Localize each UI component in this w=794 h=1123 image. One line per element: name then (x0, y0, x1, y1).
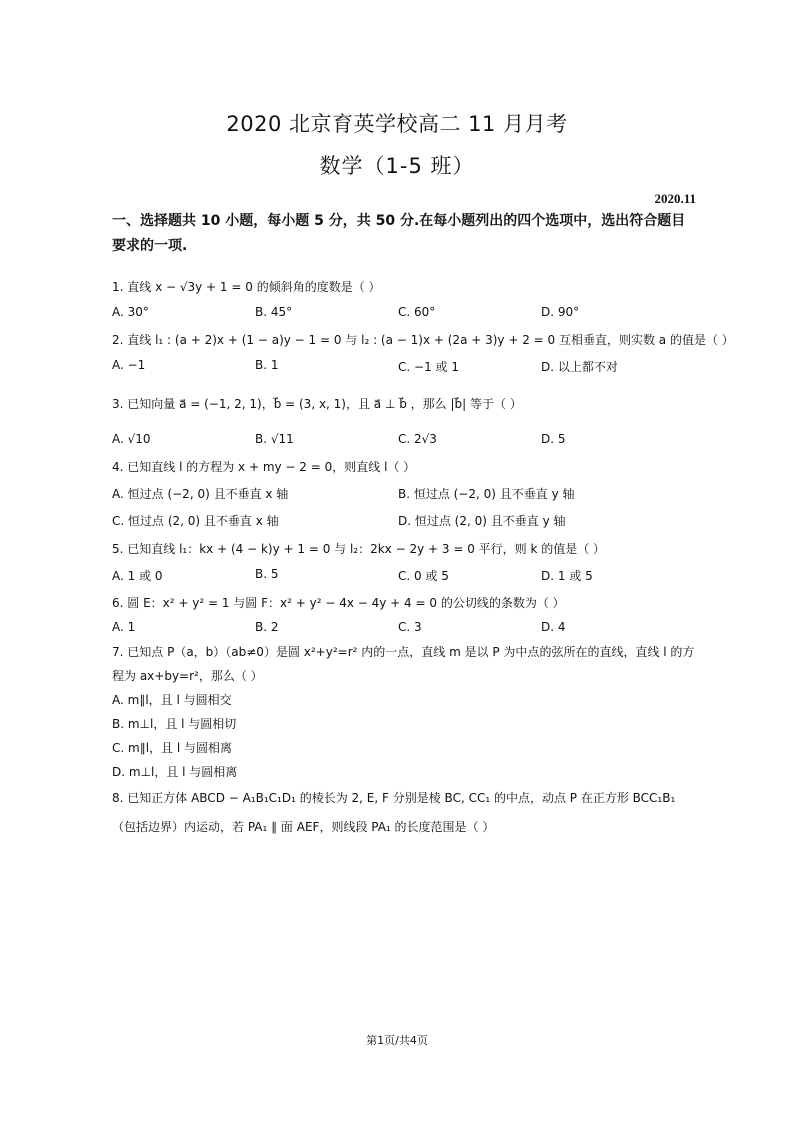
question-3-stem: 3. 已知向量 a⃗ = (−1, 2, 1)，b⃗ = (3, x, 1)，且 a⃗ ⊥ b⃗ ，那么 |b⃗| 等于（ ） (112, 397, 522, 411)
question-3-option-d: D. 5 (541, 432, 566, 446)
question-7-stem-line-1: 7. 已知点 P（a，b）（ab≠0）是圆 x²+y²=r² 内的一点，直线 m 是以 P 为中点的弦所在的直线，直线 l 的方 (112, 645, 695, 659)
question-6-option-d: D. 4 (541, 620, 566, 634)
question-6-stem: 6. 圆 E：x² + y² = 1 与圆 F：x² + y² − 4x − 4y + 4 = 0 的公切线的条数为（ ） (112, 596, 565, 610)
page-number: 第1页/共4页 (366, 1034, 428, 1047)
question-7-option-a: A. m∥l，且 l 与圆相交 (112, 693, 232, 707)
question-6-option-b: B. 2 (255, 620, 279, 634)
exam-date: 2020.11 (654, 191, 696, 206)
question-3-option-b: B. √11 (255, 432, 294, 446)
question-7-stem-line-2: 程为 ax+by=r²，那么（ ） (112, 669, 263, 683)
question-2-option-a: A. −1 (112, 358, 146, 372)
question-1-option-d: D. 90° (541, 305, 580, 319)
question-2-option-d: D. 以上都不对 (541, 360, 618, 374)
question-6-option-c: C. 3 (398, 620, 422, 634)
question-7-option-d: D. m⊥l，且 l 与圆相离 (112, 765, 238, 779)
question-8-stem-line-2: （包括边界）内运动，若 PA₁ ∥ 面 AEF，则线段 PA₁ 的长度范围是（ ） (112, 820, 495, 834)
question-5-option-c: C. 0 或 5 (398, 569, 449, 583)
question-4-option-c: C. 恒过点 (2, 0) 且不垂直 x 轴 (112, 514, 279, 528)
question-1-option-c: C. 60° (398, 305, 436, 319)
question-2-stem: 2. 直线 l₁ : (a + 2)x + (1 − a)y − 1 = 0 与 l₂ : (a − 1)x + (2a + 3)y + 2 = 0 互相垂直，则实数 a 的值是（ ） (112, 333, 734, 347)
question-2-option-c: C. −1 或 1 (398, 360, 459, 374)
question-4-option-a: A. 恒过点 (−2, 0) 且不垂直 x 轴 (112, 487, 289, 501)
question-3-option-a: A. √10 (112, 432, 151, 446)
question-4-option-b: B. 恒过点 (−2, 0) 且不垂直 y 轴 (398, 487, 575, 501)
question-7-option-b: B. m⊥l，且 l 与圆相切 (112, 717, 237, 731)
question-1-option-b: B. 45° (255, 305, 293, 319)
question-6-option-a: A. 1 (112, 620, 136, 634)
question-3-option-c: C. 2√3 (398, 432, 437, 446)
question-1-option-a: A. 30° (112, 305, 149, 319)
question-5-stem: 5. 已知直线 l₁：kx + (4 − k)y + 1 = 0 与 l₂：2kx − 2y + 3 = 0 平行，则 k 的值是（ ） (112, 542, 606, 556)
question-7-option-c: C. m∥l，且 l 与圆相离 (112, 741, 232, 755)
question-1-stem: 1. 直线 x − √3y + 1 = 0 的倾斜角的度数是（ ） (112, 280, 381, 294)
question-8-stem-line-1: 8. 已知正方体 ABCD − A₁B₁C₁D₁ 的棱长为 2, E, F 分别是棱 BC, CC₁ 的中点，动点 P 在正方形 BCC₁B₁ (112, 791, 676, 805)
question-4-stem: 4. 已知直线 l 的方程为 x + my − 2 = 0，则直线 l（ ） (112, 460, 416, 474)
question-4-option-d: D. 恒过点 (2, 0) 且不垂直 y 轴 (398, 514, 566, 528)
question-5-option-d: D. 1 或 5 (541, 569, 593, 583)
question-5-option-b: B. 5 (255, 567, 279, 581)
question-5-option-a: A. 1 或 0 (112, 569, 163, 583)
exam-title: 2020 北京育英学校高二 11 月月考 (226, 112, 568, 136)
question-2-option-b: B. 1 (255, 358, 279, 372)
section-heading: 一、选择题共 10 小题，每小题 5 分，共 50 分.在每小题列出的四个选项中，选出符合题目要求的一项. (112, 213, 686, 254)
exam-subtitle: 数学（1-5 班） (319, 154, 475, 178)
